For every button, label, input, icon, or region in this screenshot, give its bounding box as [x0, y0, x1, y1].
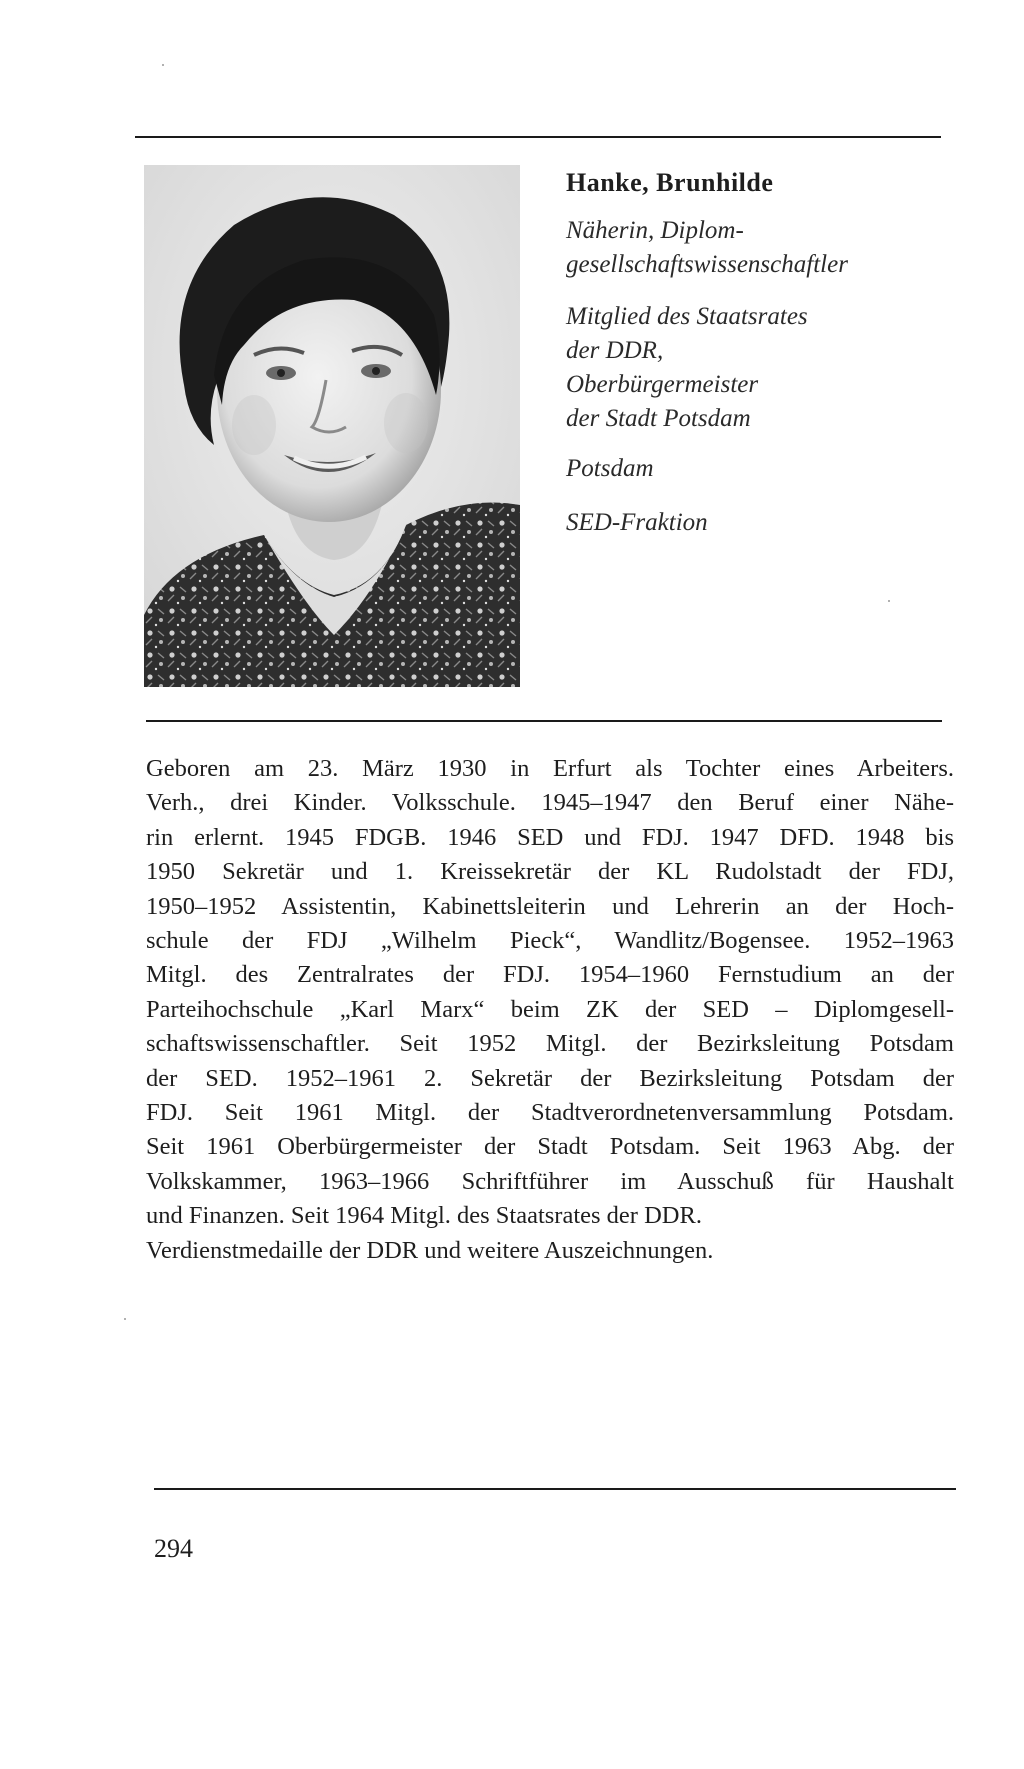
biography-line: Parteihochschule „Karl Marx“ beim ZK der SED – Diplomgesell- [146, 995, 954, 1023]
dust-speck [888, 600, 890, 602]
bottom-divider [154, 1488, 956, 1490]
biography-line: Verdienstmedaille der DDR und weitere Auszeichnungen. [146, 1236, 714, 1264]
dust-speck [124, 1318, 126, 1320]
portrait-photo [144, 165, 520, 687]
dust-speck [162, 64, 164, 66]
biography-line: und Finanzen. Seit 1964 Mitgl. des Staatsrates der DDR. [146, 1202, 702, 1230]
constituency-city: Potsdam [566, 455, 654, 482]
biography-line: Mitgl. des Zentralrates der FDJ. 1954–1960 Fernstudium an der [146, 961, 954, 989]
position-line: der Stadt Potsdam [566, 405, 751, 432]
biography-line: Volkskammer, 1963–1966 Schriftführer im Ausschuß für Haushalt [146, 1167, 954, 1195]
person-name: Hanke, Brunhilde [566, 168, 774, 197]
biography-line: schaftswissenschaftler. Seit 1952 Mitgl. der Bezirksleitung Potsdam [146, 1030, 954, 1058]
biography-line: rin erlernt. 1945 FDGB. 1946 SED und FDJ. 1947 DFD. 1948 bis [146, 823, 954, 851]
profession-line: gesellschaftswissenschaftler [566, 251, 848, 278]
positions [566, 300, 946, 436]
profession-line: Näherin, Diplom- [566, 217, 744, 244]
biography-line: der SED. 1952–1961 2. Sekretär der Bezirksleitung Potsdam der [146, 1064, 954, 1092]
biography-text [146, 752, 954, 1268]
middle-divider [146, 720, 942, 722]
position-line: Mitglied des Staatsrates [566, 303, 808, 330]
page-number: 294 [154, 1534, 193, 1563]
biography-line: Seit 1961 Oberbürgermeister der Stadt Potsdam. Seit 1963 Abg. der [146, 1133, 954, 1161]
faction: SED-Fraktion [566, 509, 708, 536]
biography-line: Geboren am 23. März 1930 in Erfurt als Tochter eines Arbeiters. [146, 755, 954, 782]
biography-line: Verh., drei Kinder. Volksschule. 1945–1947 den Beruf einer Nähe- [146, 789, 954, 817]
biography-line: FDJ. Seit 1961 Mitgl. der Stadtverordnetenversammlung Potsdam. [146, 1099, 954, 1127]
profession [566, 214, 946, 282]
biography-line: schule der FDJ „Wilhelm Pieck“, Wandlitz/Bogensee. 1952–1963 [146, 927, 954, 955]
biography-line: 1950 Sekretär und 1. Kreissekretär der KL Rudolstadt der FDJ, [146, 858, 954, 886]
position-line: Oberbürgermeister [566, 371, 759, 398]
position-line: der DDR, [566, 337, 664, 364]
top-divider [135, 136, 941, 138]
biography-line: 1950–1952 Assistentin, Kabinettsleiterin und Lehrerin an der Hoch- [146, 892, 954, 920]
